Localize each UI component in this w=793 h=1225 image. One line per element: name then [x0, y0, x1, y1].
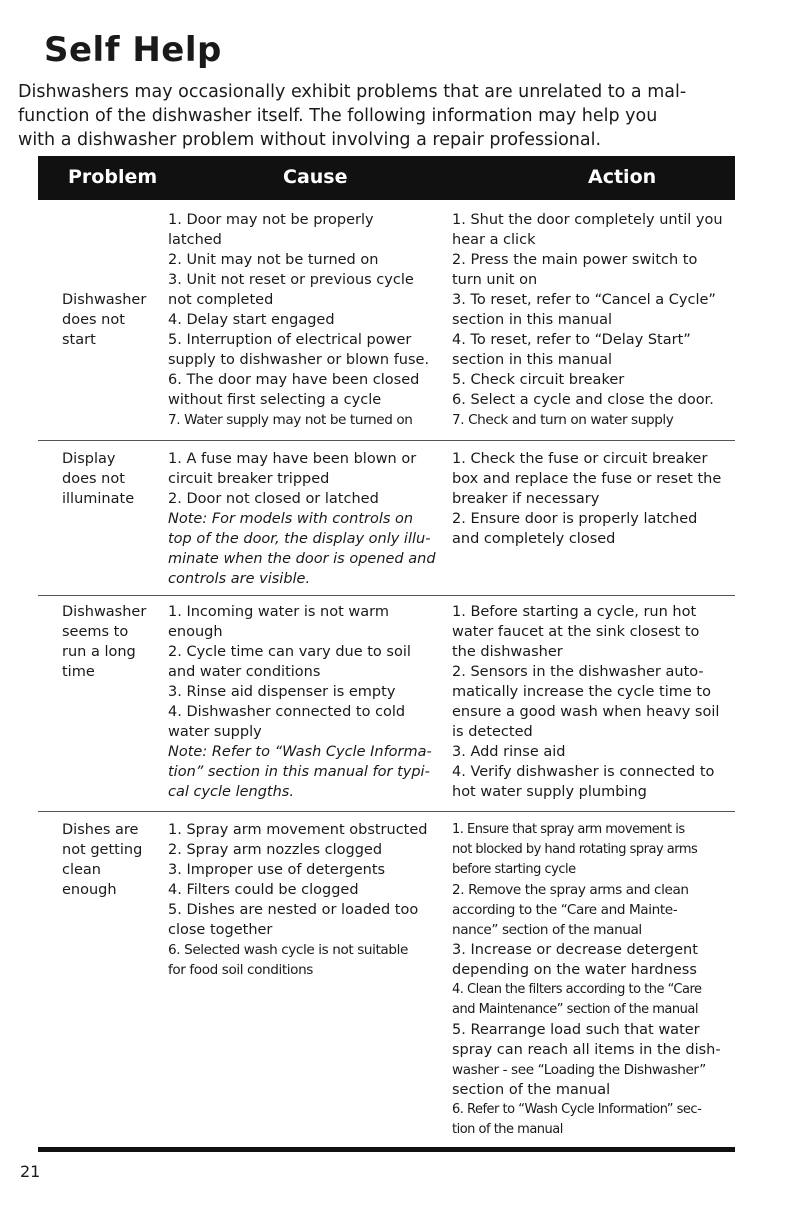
- bottom-rule: [38, 1147, 735, 1152]
- action-line: hear a click: [452, 232, 536, 248]
- problem-line: Display: [62, 451, 116, 467]
- cause-line: 2. Cycle time can vary due to soil: [168, 644, 411, 660]
- problem-line: does not: [62, 312, 125, 328]
- cause-note-line: Note: For models with controls on: [168, 511, 414, 527]
- intro-line: with a dishwasher problem without involving a repair professional.: [18, 130, 602, 150]
- header-problem: Problem: [68, 166, 158, 188]
- cause-line: not completed: [168, 292, 274, 308]
- problem-line: Dishwasher: [62, 604, 147, 620]
- action-line: 4. To reset, refer to “Delay Start”: [452, 332, 691, 348]
- action-cell: [452, 449, 742, 549]
- action-line: 1. Ensure that spray arm movement is: [452, 822, 685, 837]
- cause-line: and water conditions: [168, 664, 321, 680]
- cause-note-line: tion” section in this manual for typi-: [168, 764, 430, 780]
- problem-line: seems to: [62, 624, 129, 640]
- action-line: 4. Verify dishwasher is connected to: [452, 764, 715, 780]
- cause-line: 7. Water supply may not be turned on: [168, 412, 413, 428]
- action-line: and Maintenance” section of the manual: [452, 1002, 698, 1017]
- action-line: water faucet at the sink closest to: [452, 624, 700, 640]
- cause-note-line: Note: Refer to “Wash Cycle Informa-: [168, 744, 432, 760]
- intro-line: Dishwashers may occasionally exhibit problems that are unrelated to a mal-: [18, 82, 687, 102]
- intro-paragraph: [18, 80, 768, 152]
- cause-cell: [168, 602, 444, 802]
- page-title: Self Help: [44, 30, 222, 70]
- problem-line: illuminate: [62, 491, 135, 507]
- action-line: 2. Ensure door is properly latched: [452, 511, 698, 527]
- action-line: 2. Remove the spray arms and clean: [452, 882, 689, 898]
- action-line: not blocked by hand rotating spray arms: [452, 842, 698, 857]
- cause-cell: [168, 449, 444, 589]
- cause-line: 4. Dishwasher connected to cold: [168, 704, 406, 720]
- action-line: section in this manual: [452, 312, 613, 328]
- problem-cell: [62, 290, 158, 350]
- cause-line: 5. Interruption of electrical power: [168, 332, 412, 348]
- cause-line: 5. Dishes are nested or loaded too: [168, 902, 419, 918]
- action-line: and completely closed: [452, 531, 616, 547]
- action-cell: [452, 820, 742, 1140]
- problem-line: time: [62, 664, 95, 680]
- problem-line: Dishwasher: [62, 292, 147, 308]
- action-line: 3. Increase or decrease detergent: [452, 942, 698, 958]
- problem-line: does not: [62, 471, 125, 487]
- action-line: 1. Before starting a cycle, run hot: [452, 604, 697, 620]
- row-divider: [38, 440, 735, 441]
- action-line: is detected: [452, 724, 533, 740]
- cause-line: 1. Incoming water is not warm: [168, 604, 389, 620]
- cause-line: close together: [168, 922, 273, 938]
- problem-cell: [62, 820, 158, 900]
- action-line: box and replace the fuse or reset the: [452, 471, 722, 487]
- action-line: 3. Add rinse aid: [452, 744, 566, 760]
- action-line: before starting cycle: [452, 862, 576, 877]
- problem-cell: [62, 449, 158, 509]
- cause-line: for food soil conditions: [168, 962, 313, 978]
- cause-cell: [168, 210, 444, 430]
- page-number: 21: [20, 1162, 41, 1181]
- action-line: nance” section of the manual: [452, 922, 642, 938]
- problem-line: run a long: [62, 644, 136, 660]
- action-line: ensure a good wash when heavy soil: [452, 704, 720, 720]
- action-line: matically increase the cycle time to: [452, 684, 711, 700]
- header-cause: Cause: [283, 166, 348, 188]
- action-line: tion of the manual: [452, 1122, 563, 1137]
- cause-line: without first selecting a cycle: [168, 392, 382, 408]
- cause-line: water supply: [168, 724, 262, 740]
- cause-note-line: minate when the door is opened and: [168, 551, 436, 567]
- cause-line: 6. The door may have been closed: [168, 372, 420, 388]
- problem-cell: [62, 602, 158, 682]
- action-line: section of the manual: [452, 1082, 611, 1098]
- cause-line: 2. Spray arm nozzles clogged: [168, 842, 383, 858]
- cause-line: 3. Unit not reset or previous cycle: [168, 272, 414, 288]
- row-divider: [38, 811, 735, 812]
- cause-line: 4. Delay start engaged: [168, 312, 335, 328]
- problem-line: clean: [62, 862, 101, 878]
- problem-line: start: [62, 332, 96, 348]
- action-line: 5. Rearrange load such that water: [452, 1022, 700, 1038]
- action-line: washer - see “Loading the Dishwasher”: [452, 1062, 706, 1078]
- action-cell: [452, 602, 742, 802]
- action-cell: [452, 210, 742, 430]
- action-line: 6. Select a cycle and close the door.: [452, 392, 714, 408]
- problem-line: enough: [62, 882, 117, 898]
- cause-note-line: top of the door, the display only illu-: [168, 531, 431, 547]
- cause-line: 1. A fuse may have been blown or: [168, 451, 417, 467]
- cause-note-line: controls are visible.: [168, 571, 311, 587]
- cause-line: circuit breaker tripped: [168, 471, 330, 487]
- cause-line: enough: [168, 624, 223, 640]
- action-line: 4. Clean the filters according to the “Care: [452, 982, 702, 997]
- cause-line: 4. Filters could be clogged: [168, 882, 359, 898]
- cause-note-line: cal cycle lengths.: [168, 784, 294, 800]
- cause-line: 2. Unit may not be turned on: [168, 252, 379, 268]
- action-line: 2. Sensors in the dishwasher auto-: [452, 664, 704, 680]
- cause-line: supply to dishwasher or blown fuse.: [168, 352, 430, 368]
- action-line: 6. Refer to “Wash Cycle Information” sec-: [452, 1102, 702, 1117]
- action-line: section in this manual: [452, 352, 613, 368]
- action-line: 1. Check the fuse or circuit breaker: [452, 451, 708, 467]
- action-line: depending on the water hardness: [452, 962, 697, 978]
- action-line: breaker if necessary: [452, 491, 600, 507]
- cause-cell: [168, 820, 444, 980]
- header-action: Action: [588, 166, 657, 188]
- action-line: 7. Check and turn on water supply: [452, 412, 674, 428]
- action-line: spray can reach all items in the dish-: [452, 1042, 721, 1058]
- problem-line: not getting: [62, 842, 143, 858]
- row-divider: [38, 595, 735, 596]
- cause-line: 1. Spray arm movement obstructed: [168, 822, 428, 838]
- action-line: hot water supply plumbing: [452, 784, 647, 800]
- action-line: 2. Press the main power switch to: [452, 252, 698, 268]
- cause-line: 3. Improper use of detergents: [168, 862, 386, 878]
- cause-line: 2. Door not closed or latched: [168, 491, 379, 507]
- action-line: turn unit on: [452, 272, 538, 288]
- cause-line: 6. Selected wash cycle is not suitable: [168, 942, 408, 958]
- cause-line: 3. Rinse aid dispenser is empty: [168, 684, 396, 700]
- action-line: 3. To reset, refer to “Cancel a Cycle”: [452, 292, 716, 308]
- action-line: the dishwasher: [452, 644, 563, 660]
- problem-line: Dishes are: [62, 822, 139, 838]
- action-line: 1. Shut the door completely until you: [452, 212, 723, 228]
- cause-line: 1. Door may not be properly: [168, 212, 374, 228]
- action-line: according to the “Care and Mainte-: [452, 902, 678, 918]
- table-header: [38, 156, 735, 200]
- cause-line: latched: [168, 232, 222, 248]
- intro-line: function of the dishwasher itself. The following information may help you: [18, 106, 658, 126]
- action-line: 5. Check circuit breaker: [452, 372, 625, 388]
